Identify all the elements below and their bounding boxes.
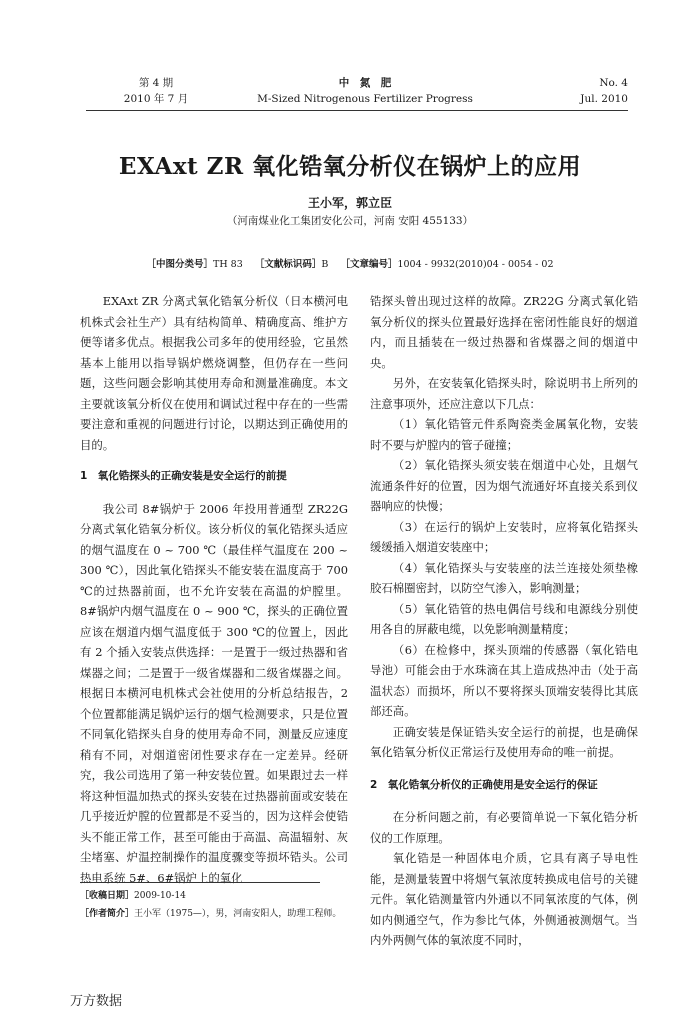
issue-date-en: Jul. 2010 bbox=[580, 93, 628, 105]
classification-line bbox=[40, 256, 660, 270]
continued-paragraph: 锆探头曾出现过这样的故障。ZR22G 分离式氧化锆氧分析仪的探头位置最好选择在密闭性能良好的烟道内，而且插装在一级过热器和省煤器之间的烟道中央。 bbox=[370, 294, 638, 370]
intro-paragraph: EXAxt ZR 分离式氧化锆氧分析仪（日本横河电机株式会社生产）具有结构简单、精确度高、维护方便等诸多优点。根据我公司多年的使用经验，它虽然基本上能用以指导锅炉燃烧调整，但仍存在一些问题，这些问题会影响其使用寿命和测量准确度。本文主要就该氧分析仪在使用和调试过程中存在的一些需要注意和重视的问题进行讨论，以期达到正确使用的目的。 bbox=[80, 294, 348, 452]
body-paragraph: 在分析问题之前，有必要简单说一下氧化锆分析仪的工作原理。 bbox=[370, 810, 638, 845]
footnote-rule bbox=[80, 882, 320, 883]
journal-header bbox=[230, 75, 500, 107]
body-paragraph: 另外，在安装氧化锆探头时，除说明书上所列的注意事项外，还应注意以下几点： bbox=[370, 376, 638, 411]
journal-name-en: M-Sized Nitrogenous Fertilizer Progress bbox=[257, 93, 473, 105]
list-item: （6）在检修中，探头顶端的传感器（氧化锆电导池）可能会由于水珠滴在其上造成热冲击（处于高温状态）而损坏，所以不要将探头顶端安装得比其底部还高。 bbox=[370, 642, 638, 718]
list-item: （3）在运行的锅炉上安装时，应将氧化锆探头缓缓插入烟道安装座中； bbox=[370, 519, 638, 554]
body-paragraph: 正确安装是保证锆头安全运行的前提，也是确保氧化锆氧分析仪正常运行及使用寿命的唯一前提。 bbox=[370, 724, 638, 759]
class-value: TH 83 bbox=[213, 259, 243, 270]
article-title: EXAxt ZR 氧化锆氧分析仪在锅炉上的应用 bbox=[118, 153, 582, 180]
issue-number: 第 4 期 bbox=[138, 77, 174, 89]
journal-name-cn: 中 氮 肥 bbox=[338, 77, 392, 89]
issue-date: 2010 年 7 月 bbox=[123, 93, 189, 105]
issue-header-en bbox=[520, 75, 628, 107]
list-item: （4）氧化锆探头与安装座的法兰连接处须垫橡胶石棉圈密封，以防空气渗入，影响测量； bbox=[370, 560, 638, 595]
header-rule bbox=[86, 110, 628, 111]
list-item: （2）氧化锆探头须安装在烟道中心处，且烟气流通条件好的位置，因为烟气流通好坏直接关系到仪器响应的快慢； bbox=[370, 458, 638, 513]
left-column bbox=[80, 291, 348, 888]
class-label: ［中图分类号］ bbox=[146, 259, 214, 270]
section-heading-1: 1 氧化锆探头的正确安装是安全运行的前提 bbox=[80, 470, 287, 482]
author-bio-label: ［作者简介］ bbox=[80, 909, 135, 919]
author-bio-value: 王小军（1975—），男，河南安阳人，助理工程师。 bbox=[134, 909, 342, 919]
author-affiliation: （河南煤业化工集团安化公司，河南 安阳 455133） bbox=[226, 215, 474, 227]
footnote-author bbox=[80, 906, 348, 922]
list-item: （1）氧化锆管元件系陶瓷类金属氧化物，安装时不要与炉膛内的管子碰撞； bbox=[370, 417, 638, 452]
article-authors: 王小军，郭立臣 bbox=[307, 196, 392, 210]
doc-code-value: B bbox=[321, 259, 329, 270]
article-number-label: ［文章编号］ bbox=[340, 259, 398, 270]
section-heading-2: 2 氧化锆氧分析仪的正确使用是安全运行的保证 bbox=[370, 778, 598, 791]
received-value: 2009-10-14 bbox=[134, 891, 186, 901]
body-paragraph: 氧化锆是一种固体电介质，它具有离子导电性能，是测量装置中将烟气氧浓度转换成电信号的关键元件。氧化锆测量管内外通以不同氧浓度的气体，例如内侧通空气，作为参比气体，外侧通被测烟气。当内外两侧气体的氧浓度不同时， bbox=[370, 851, 638, 947]
issue-number-en: No. 4 bbox=[599, 77, 628, 89]
doc-code-label: ［文献标识码］ bbox=[254, 259, 322, 270]
right-column bbox=[370, 291, 638, 951]
source-watermark: 万方数据 bbox=[70, 994, 123, 1009]
received-label: ［收稿日期］ bbox=[80, 891, 135, 901]
issue-header bbox=[86, 75, 226, 107]
footnote-received bbox=[80, 888, 348, 904]
list-item: （5）氧化锆管的热电偶信号线和电源线分别使用各自的屏蔽电缆，以免影响测量精度； bbox=[370, 601, 638, 636]
body-paragraph: 我公司 8#锅炉于 2006 年投用普通型 ZR22G 分离式氧化锆氧分析仪。该分析仪的氧化锆探头适应的烟气温度在 0 ~ 700 ℃（最佳样气温度在 200 ~ 300 ℃），因此氧化锆探头不能安装在温度高于 700 ℃的过热器前面，也不允许安装在高温的炉膛里。8#锅炉内烟气温度在 0 ~ 900 ℃，探头的正确位置应该在烟道内烟气温度低于 300 ℃的位置上，因此有 2 个插入安装点供选择：一是置于一级过热器和省煤器之间；二是置于一级省煤器和二级省煤器之间。根据日本横河电机株式会社使用的分析总结报告，2 个位置都能满足锅炉运行的烟气检测要求，只是位置不同氧化锆探头自身的使用寿命不同，测量反应速度稍有不同，对烟道密闭性要求存在一定差异。经研究，我公司选用了第一种安装位置。如果跟过去一样将这种恒温加热式的探头安装在过热器前面或安装在几乎接近炉膛的位置都是不妥当的，因为这样会使锆头不能正常工作，甚至可能由于高温、高温辐射、灰尘堵塞、炉温控制操作的温度骤变等损坏锆头。公司热电系统 5#、6#锅炉上的氧化 bbox=[80, 501, 348, 885]
article-number-value: 1004 - 9932(2010)04 - 0054 - 02 bbox=[397, 259, 554, 270]
